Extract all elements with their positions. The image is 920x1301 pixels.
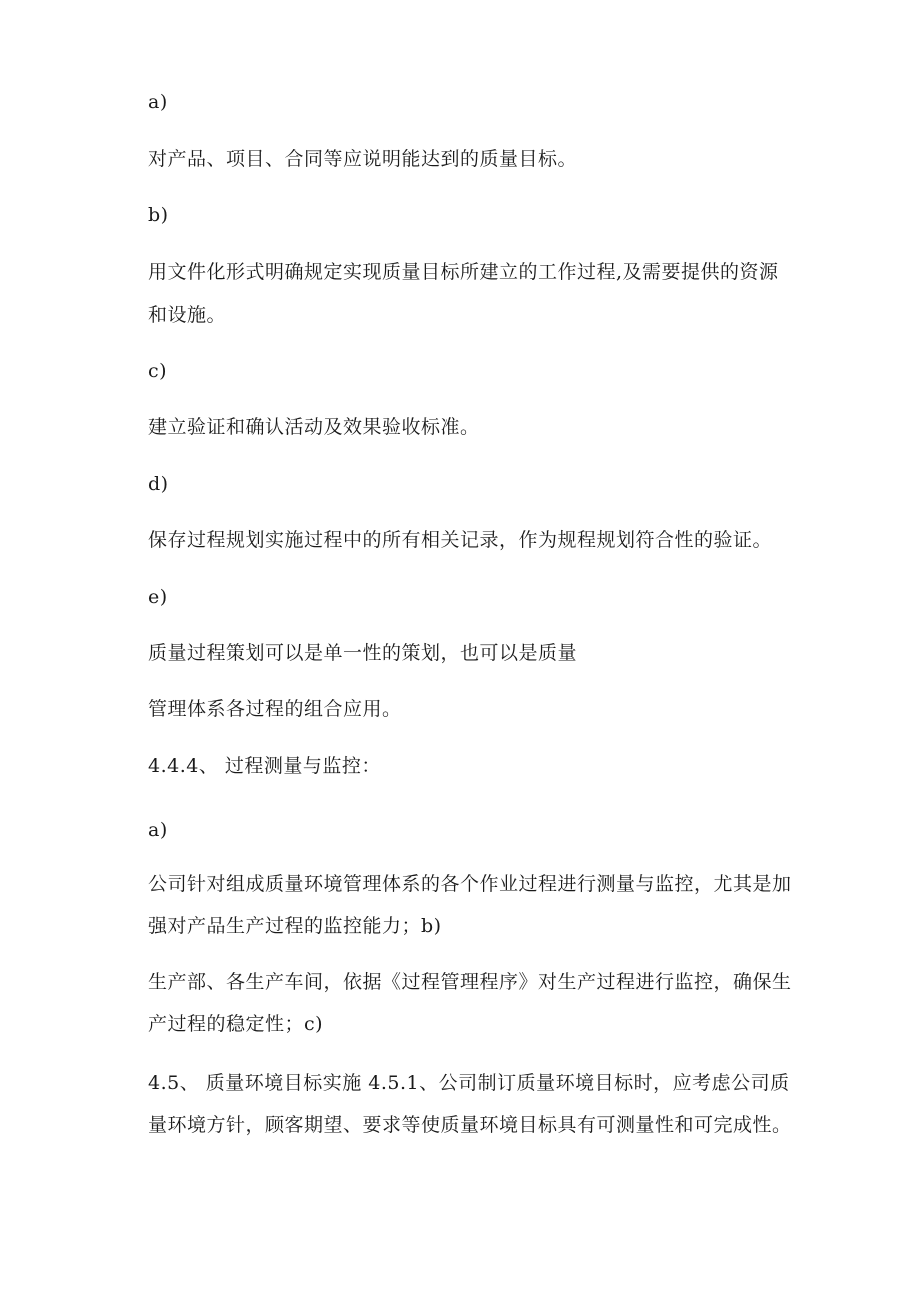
paragraph-target-implementation-line1: 4.5、 质量环境目标实施 4.5.1、公司制订质量环境目标时，应考虑公司质 — [148, 1072, 790, 1094]
paragraph-monitoring-line2: 强对产品生产过程的监控能力；b) — [148, 915, 442, 937]
list-marker-d: d) — [148, 473, 169, 495]
list-marker-e: e) — [148, 586, 168, 608]
paragraph-quality-target: 对产品、项目、合同等应说明能达到的质量目标。 — [148, 148, 578, 170]
paragraph-documented-process-line2: 和设施。 — [148, 304, 227, 326]
list-marker-b: b) — [148, 204, 169, 226]
paragraph-verification: 建立验证和确认活动及效果验收标准。 — [148, 416, 480, 438]
paragraph-planning-line2: 管理体系各过程的组合应用。 — [148, 698, 402, 720]
section-heading-4-4-4: 4.4.4、 过程测量与监控： — [148, 755, 381, 777]
paragraph-production-line1: 生产部、各生产车间，依据《过程管理程序》对生产过程进行监控，确保生 — [148, 971, 792, 993]
list-marker-a-2: a) — [148, 819, 168, 841]
paragraph-production-line2: 产过程的稳定性；c) — [148, 1013, 324, 1035]
paragraph-target-implementation-line2: 量环境方针，顾客期望、要求等使质量环境目标具有可测量性和可完成性。 — [148, 1114, 792, 1136]
list-marker-c: c) — [148, 360, 168, 382]
paragraph-documented-process-line1: 用文件化形式明确规定实现质量目标所建立的工作过程,及需要提供的资源 — [148, 261, 779, 283]
paragraph-planning-line1: 质量过程策划可以是单一性的策划，也可以是质量 — [148, 642, 578, 664]
paragraph-records: 保存过程规划实施过程中的所有相关记录，作为规程规划符合性的验证。 — [148, 529, 773, 551]
paragraph-monitoring-line1: 公司针对组成质量环境管理体系的各个作业过程进行测量与监控，尤其是加 — [148, 873, 792, 895]
list-marker-a: a) — [148, 91, 168, 113]
